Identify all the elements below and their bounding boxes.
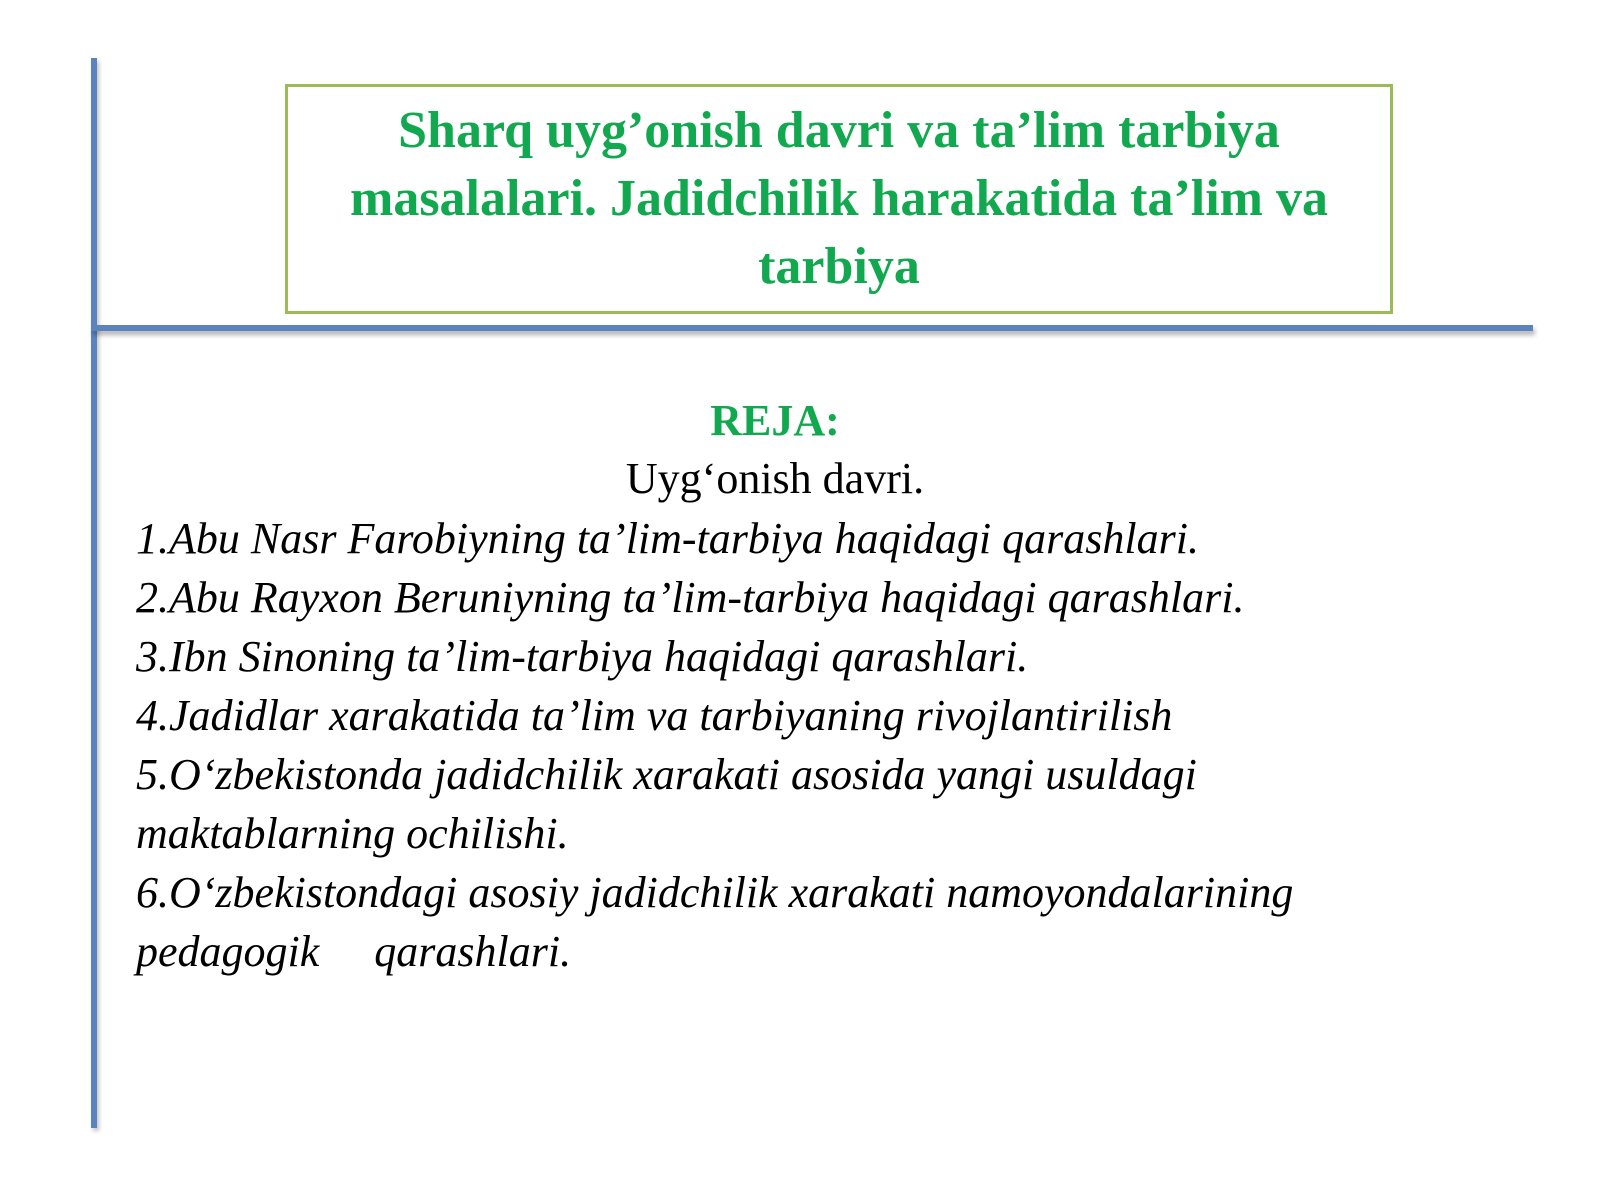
plan-item-1: 1.Abu Nasr Farobiyning ta’lim-tarbiya haqidagi qarashlari. — [136, 514, 1199, 563]
plan-item-5: 5.O‘zbekistonda jadidchilik xarakati asosida yangi usuldagi maktablarning ochilishi. — [136, 750, 1208, 858]
plan-list — [136, 509, 1436, 981]
plan-item-3: 3.Ibn Sinoning ta’lim-tarbiya haqidagi qarashlari. — [136, 632, 1029, 681]
plan-heading: REJA: — [710, 396, 840, 445]
plan-item-4: 4.Jadidlar xarakatida ta’lim va tarbiyaning rivojlantirilish — [136, 691, 1173, 740]
horizontal-accent-line — [91, 325, 1533, 331]
plan-item-2: 2.Abu Rayxon Beruniyning ta’lim-tarbiya haqidagi qarashlari. — [136, 573, 1245, 622]
title-box — [285, 84, 1393, 314]
plan-subheading: Uyg‘onish davri. — [625, 454, 925, 503]
plan-item-6: 6.O‘zbekistondagi asosiy jadidchilik xarakati namoyondalarining pedagogik qarashlari. — [136, 868, 1305, 976]
slide-title: Sharq uyg’onish davri va ta’lim tarbiya masalalari. Jadidchilik harakatida ta’lim va tarbiya — [350, 102, 1328, 295]
vertical-accent-line — [91, 58, 97, 1128]
